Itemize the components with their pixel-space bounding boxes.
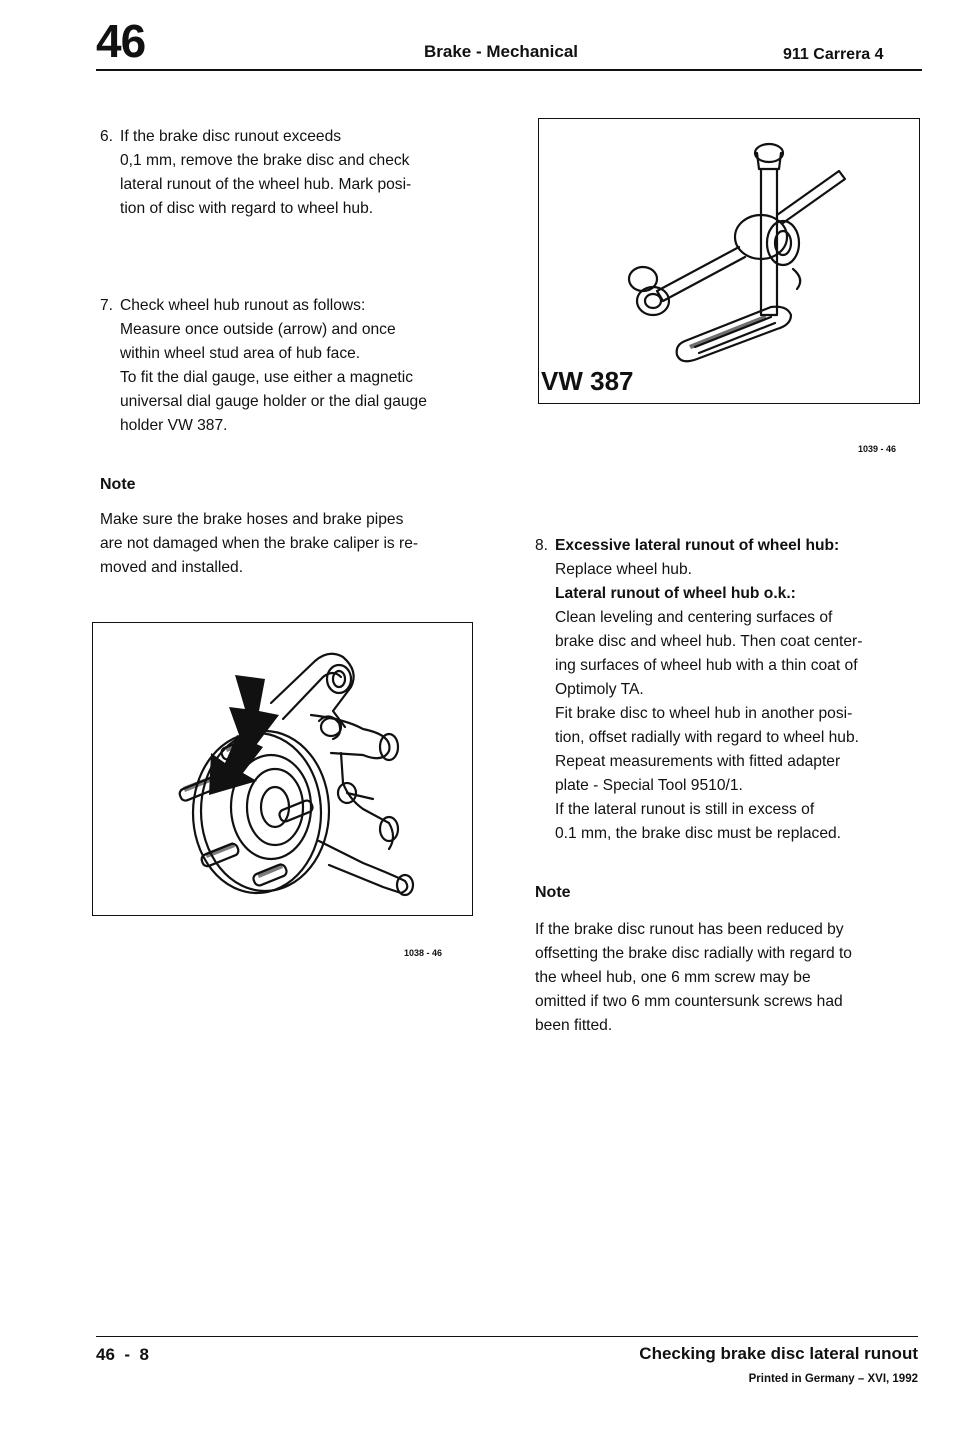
- header-rule: [96, 69, 922, 71]
- step-8-line: plate - Special Tool 9510/1.: [555, 777, 743, 794]
- footer-section-title: Checking brake disc lateral runout: [639, 1344, 918, 1363]
- step-8-line: 0.1 mm, the brake disc must be replaced.: [555, 825, 842, 842]
- step-8-heading-ok: Lateral runout of wheel hub o.k.:: [555, 585, 796, 602]
- arrow-inner-mark: [209, 735, 263, 795]
- footer-rule: [96, 1336, 918, 1337]
- wheel-hub-illustration: [93, 623, 472, 915]
- step-8-line: Clean leveling and centering surfaces of: [555, 609, 833, 626]
- step-8-line: Replace wheel hub.: [555, 561, 692, 578]
- step-8-heading-excessive: Excessive lateral runout of wheel hub:: [555, 537, 840, 554]
- wheel-hub-figure: [92, 622, 473, 916]
- note-line: If the brake disc runout has been reduced by: [535, 921, 844, 938]
- note-text: [100, 508, 490, 580]
- step-6: [100, 125, 480, 221]
- note-line: offsetting the brake disc radially with regard to: [535, 945, 852, 962]
- figure-caption-1038: 1038 - 46: [404, 948, 443, 958]
- step-7-line: universal dial gauge holder or the dial gauge: [120, 393, 427, 410]
- note-line: are not damaged when the brake caliper is re-: [100, 535, 419, 552]
- step-8-line: brake disc and wheel hub. Then coat center-: [555, 633, 863, 650]
- step-8-line: Fit brake disc to wheel hub in another posi-: [555, 705, 853, 722]
- step-8-line: Repeat measurements with fitted adapter: [555, 753, 841, 770]
- note-line: omitted if two 6 mm countersunk screws had: [535, 993, 843, 1010]
- figure-caption-1039: 1039 - 46: [858, 444, 897, 454]
- footer-printed-note: Printed in Germany – XVI, 1992: [748, 1373, 918, 1385]
- step-7-line: To fit the dial gauge, use either a magnetic: [120, 369, 413, 386]
- step-7-line: Measure once outside (arrow) and once: [120, 321, 396, 338]
- dial-gauge-holder-figure: [538, 118, 920, 404]
- step-8-line: Optimoly TA.: [555, 681, 644, 698]
- header-title: Brake - Mechanical: [424, 42, 579, 61]
- note-line: Make sure the brake hoses and brake pipes: [100, 511, 404, 528]
- note-heading: Note: [535, 884, 571, 901]
- header-model: 911 Carrera 4: [783, 46, 884, 63]
- step-6-number: 6.: [100, 128, 114, 145]
- dial-gauge-holder-illustration: [539, 119, 919, 403]
- step-7-number: 7.: [100, 297, 114, 314]
- note-heading: Note: [100, 476, 136, 493]
- tool-label: VW 387: [541, 366, 634, 396]
- note-line: moved and installed.: [100, 559, 244, 576]
- step-6-line: If the brake disc runout exceeds: [120, 128, 342, 145]
- step-7: [100, 294, 490, 438]
- page-number: 46 - 8: [96, 1345, 149, 1364]
- step-7-line: Check wheel hub runout as follows:: [120, 297, 366, 314]
- step-6-line: 0,1 mm, remove the brake disc and check: [120, 152, 410, 169]
- chapter-number: 46: [96, 15, 146, 67]
- step-7-line: within wheel stud area of hub face.: [120, 345, 361, 362]
- step-6-line: tion of disc with regard to wheel hub.: [120, 200, 374, 217]
- step-7-line: holder VW 387.: [120, 417, 228, 434]
- note-line: been fitted.: [535, 1017, 613, 1034]
- step-8-line: tion, offset radially with regard to wheel hub.: [555, 729, 859, 746]
- step-6-line: lateral runout of the wheel hub. Mark posi-: [120, 176, 412, 193]
- note-line: the wheel hub, one 6 mm screw may be: [535, 969, 811, 986]
- step-8-line: If the lateral runout is still in excess of: [555, 801, 815, 818]
- step-8-number: 8.: [535, 537, 549, 554]
- step-8: [535, 534, 925, 846]
- step-8-line: ing surfaces of wheel hub with a thin coat of: [555, 657, 858, 674]
- note-text: [535, 918, 930, 1038]
